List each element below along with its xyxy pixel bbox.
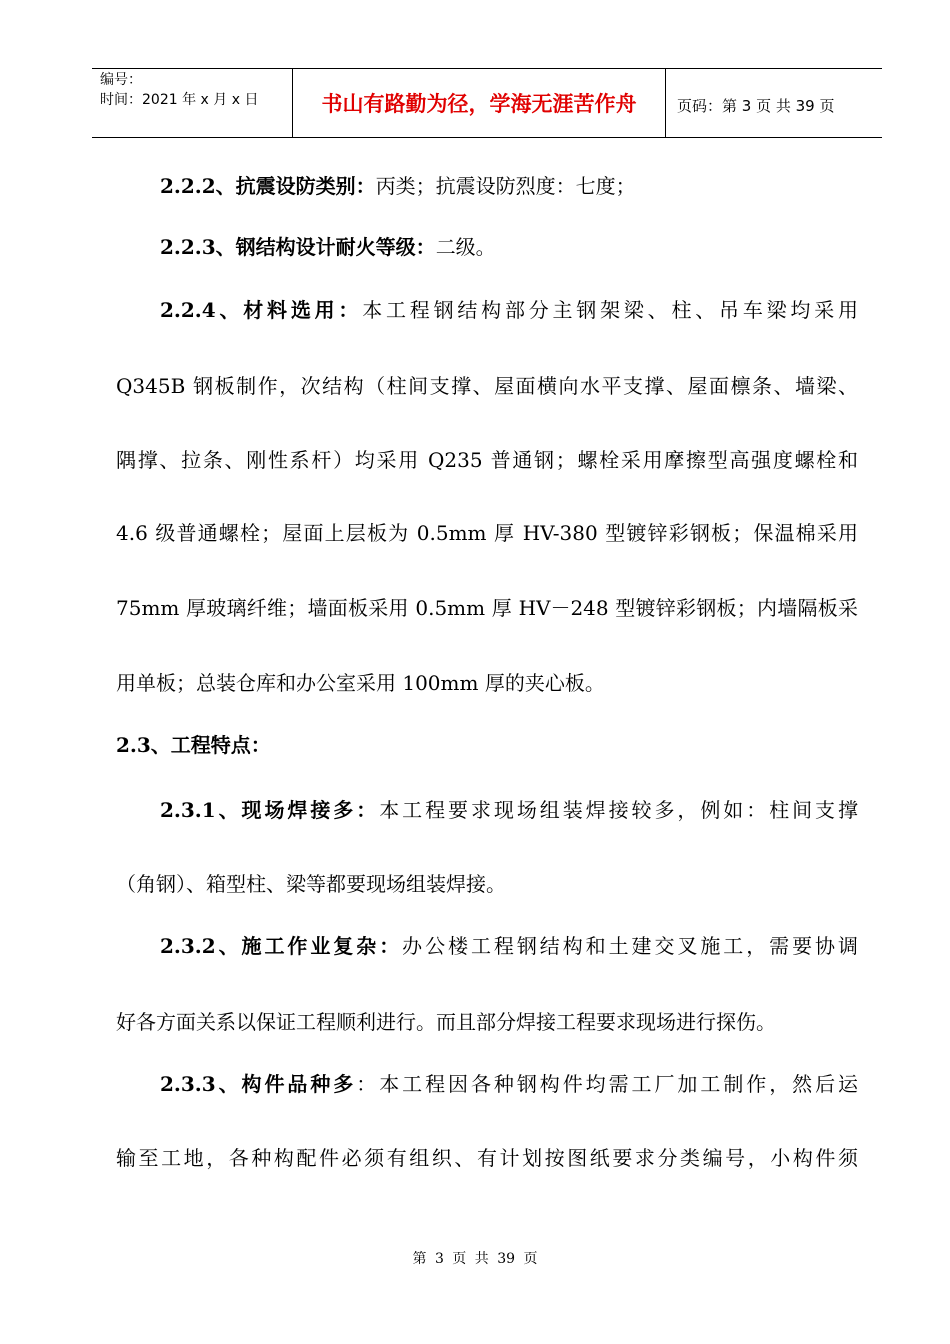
section-heading: 2.2.4、材料选用：: [160, 298, 363, 322]
page-header: [92, 68, 882, 138]
section-text: 办公楼工程钢结构和土建交叉施工，需要协调: [402, 934, 858, 958]
paragraph-2-3-3-line-1: [160, 1070, 858, 1098]
paragraph-2-2-4-line-5: 75mm 厚玻璃纤维；墙面板采用 0.5mm 厚 HV－248 型镀锌彩钢板；内墙隔板采: [116, 596, 858, 620]
paragraph-2-3-1-line-1: [160, 796, 858, 824]
section-text: 二级。: [435, 235, 496, 259]
paragraph-2-3-3-line-2: 输至工地，各种构配件必须有组织、有计划按图纸要求分类编号，小构件须: [116, 1146, 858, 1170]
section-2-3-heading: 2.3、工程特点：: [116, 733, 271, 757]
paragraph-2-2-4-line-2: Q345B 钢板制作，次结构（柱间支撑、屋面横向水平支撑、屋面檩条、墙梁、: [116, 374, 858, 398]
section-text: 丙类；抗震设防烈度：七度；: [375, 174, 636, 198]
document-number-label: 编号：: [100, 72, 142, 88]
paragraph-2-2-3: [160, 233, 496, 261]
paragraph-2-2-4-line-3: 隅撑、拉条、刚性系杆）均采用 Q235 普通钢；螺栓采用摩擦型高强度螺栓和: [116, 448, 858, 472]
section-heading: 2.2.2、抗震设防类别：: [160, 174, 376, 198]
section-heading: 2.2.3、钢结构设计耐火等级：: [160, 235, 436, 259]
paragraph-2-3-1-line-2: （角钢）、箱型柱、梁等都要现场组装焊接。: [116, 872, 506, 896]
paragraph-2-2-4-line-4: 4.6 级普通螺栓；屋面上层板为 0.5mm 厚 HV-380 型镀锌彩钢板；保温棉采用: [116, 521, 858, 545]
page-footer-number: 第 3 页 共 39 页: [412, 1251, 538, 1267]
section-colon: ：: [356, 1072, 380, 1096]
header-page-number: 页码：第 3 页 共 39 页: [677, 97, 835, 115]
paragraph-2-3-2-line-2: 好各方面关系以保证工程顺利进行。而且部分焊接工程要求现场进行探伤。: [116, 1010, 776, 1034]
section-text: 本工程要求现场组装焊接较多，例如：柱间支撑: [379, 798, 858, 822]
header-motto-cell: [292, 69, 666, 137]
section-heading: 2.3.3、构件品种多: [160, 1072, 357, 1096]
paragraph-2-3-2-line-1: [160, 932, 858, 960]
header-motto: 书山有路勤为径，学海无涯苦作舟: [321, 92, 637, 116]
section-text: 本工程因各种钢构件均需工厂加工制作，然后运: [379, 1072, 859, 1096]
header-meta-cell: [92, 69, 292, 137]
section-text: 本工程钢结构部分主钢架梁、柱、吊车梁均采用: [362, 298, 858, 322]
header-page-cell: [665, 69, 882, 137]
section-heading: 2.3.2、施工作业复杂：: [160, 934, 403, 958]
paragraph-2-2-4-line-1: [160, 296, 858, 324]
document-time-label: 时间：2021 年 x 月 x 日: [100, 92, 259, 108]
paragraph-2-2-4-line-6: 用单板；总装仓库和办公室采用 100mm 厚的夹心板。: [116, 671, 605, 695]
paragraph-2-2-2: [160, 172, 636, 200]
section-heading: 2.3.1、现场焊接多：: [160, 798, 380, 822]
